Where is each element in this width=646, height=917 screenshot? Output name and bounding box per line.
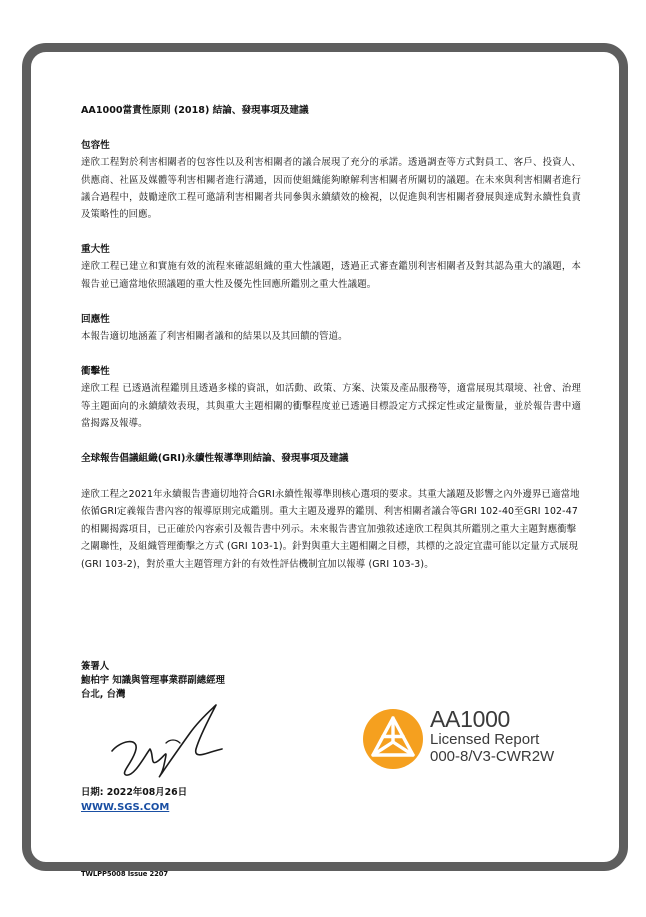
license-code: 000-8/V3-CWR2W [430,748,555,765]
statement-body [81,102,581,574]
section-text-inclusivity: 達欣工程對於利害相關者的包容性以及利害相關者的議合展現了充分的承諾。透過調查等方式對員工、客戶、投資人、供應商、社區及媒體等利害相關者進行溝通，因而使組織能夠瞭解利害相關者所關切的議題。在未來與利害相關者進行議合過程中，鼓勵達欣工程可邀請利害相關者共同參與永續績效的檢視，以促進與利害相關者發展與達成對永續性負責及策略性的回應。 [81,157,581,221]
section-text-responsiveness: 本報告適切地涵蓋了利害相關者議和的結果以及其回饋的管道。 [81,331,348,343]
signature-date: 日期: 2022年08月26日 [81,787,188,798]
signer-name-title: 鮑柏宇 知識與管理事業群副總經理 [81,675,225,686]
sgs-website-link[interactable]: WWW.SGS.COM [81,802,170,813]
handwritten-signature [106,703,224,781]
gri-section-title: 全球報告倡議組織(GRI)永續性報導準則結論、發現事項及建議 [81,453,349,465]
signer-block [81,660,225,702]
gri-section-text: 達欣工程之2021年永續報告書適切地符合GRI永續性報導準則核心選項的要求。其重大議題及影響之內外邊界已適當地依循GRI定義報告書內容的報導原則完成鑑別。重大主題及邊界的鑑別、利害相關者議合等GRI 102-40至GRI 102-47的相關揭露項目，已正確於內容索引及報告書中列示。未來報告書宜加強敘述達欣工程與其所鑑別之重大主題對應衝擊之關聯性，及組織管理衝擊之方式 (GRI 103-1)。針對與重大主題相關之目標，其標的之設定宜盡可能以定量方式展現 (GRI 103-2)，對於重大主題管理方針的有效性評估機制宜加以報導 (GRI 103-3)。 [81,488,580,570]
aa1000-license-text [430,708,554,766]
section-heading-inclusivity: 包容性 [81,140,110,152]
section-text-materiality: 達欣工程已建立和實施有效的流程來確認組織的重大性議題，透過正式審查鑑別利害相關者及對其認為重大的議題，本報告並已適當地依照議題的重大性及優先性回應所鑑別之重大性議題。 [81,261,581,290]
document-title: AA1000當責性原則 (2018) 結論、發現事項及建議 [81,105,309,116]
aa1000-triangle-icon [362,708,424,770]
footer-document-code: TWLPP5008 Issue 2207 [81,870,169,878]
licensed-report-label: Licensed Report [430,731,540,748]
signer-label: 簽署人 [81,661,110,672]
signer-location: 台北, 台灣 [81,689,126,700]
section-text-impact: 達欣工程 已透過流程鑑別且透過多樣的資訊，如活動、政策、方案、決策及產品服務等，適當展現其環境、社會、治理等主題面向的永續績效表現，其與重大主題相關的衝擊程度並已透過目標設定方式採定性或定量衡量，並於報告書中適當揭露及報導。 [81,383,581,429]
aa1000-label: AA1000 [430,706,511,732]
section-heading-responsiveness: 回應性 [81,314,110,326]
section-heading-impact: 衝擊性 [81,366,110,378]
section-heading-materiality: 重大性 [81,244,110,256]
